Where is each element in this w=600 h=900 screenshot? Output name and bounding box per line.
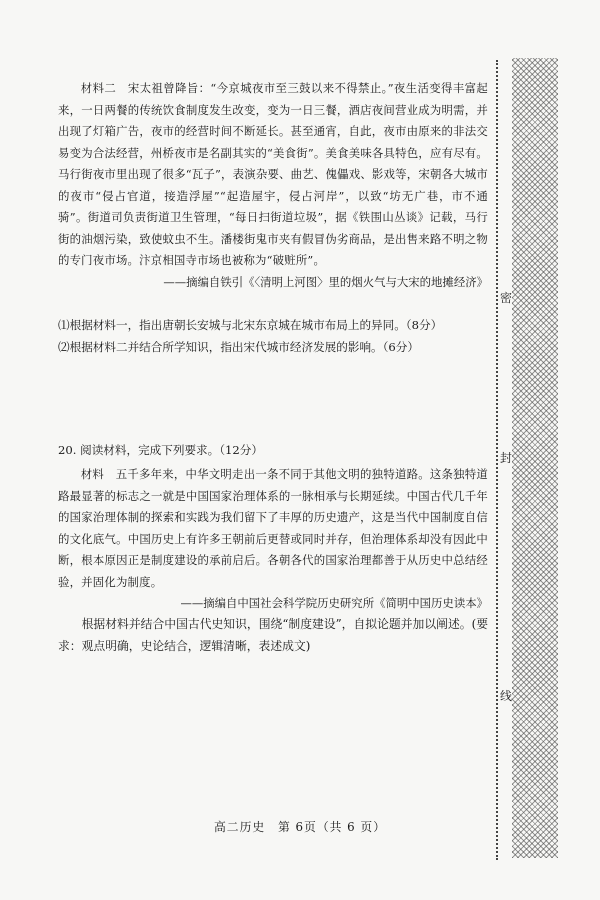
question-20-task: 根据材料并结合中国古代史知识，围绕“制度建设”，自拟论题并加以阐述。(要求：观点明确，史论结合，逻辑清晰，表述成文) [58, 617, 488, 653]
binding-mark-xian: 线 [500, 689, 513, 703]
binding-mark-feng: 封 [500, 451, 513, 465]
question-19-part-1: ⑴根据材料一，指出唐朝长安城与北宋东京城在城市布局上的异同。（8分） [58, 318, 443, 332]
question-20-heading: 20. 阅读材料，完成下列要求。（12分） [58, 443, 263, 457]
binding-strip [512, 58, 558, 858]
material-two-source: ——摘编自铁引《〈清明上河图〉里的烟火气与大宋的地摊经济》 [163, 274, 488, 289]
material-two-block [58, 78, 488, 292]
binding-dashed-line [496, 60, 498, 860]
page-footer: 高二历史 第 6页（共 6 页） [213, 820, 387, 834]
binding-mark-mi: 密 [500, 291, 513, 305]
question-19-part-2: ⑵根据材料二并结合所学知识，指出宋代城市经济发展的影响。（6分） [58, 340, 419, 354]
question-20-material: 材料 五千多年来，中华文明走出一条不同于其他文明的独特道路。这条独特道路最显著的标志之一就是中国国家治理体系的一脉相承与长期延续。中国古代几千年的国家治理体制的探索和实践为我们留下了丰厚的历史遗产，这是当代中国制度自信的文化底气。中国历史上有许多王朝前后更替或同时并存，但治理体系却没有因此中断，根本原因正是制度建设的承前启后。各朝各代的国家治理都善于从历史中总结经验，并固化为制度。 [58, 467, 488, 589]
material-two-text: 材料二 宋太祖曾降旨：“今京城夜市至三鼓以来不得禁止。”夜生活变得丰富起来，一日两餐的传统饮食制度发生改变，变为一日三餐，酒店夜间营业成为明需，并出现了灯箱广告，夜市的经营时间不断延长。甚至通宵，自此，夜市由原来的非法交易变为合法经营，州桥夜市是名副其实的“美食街”。美食美味各具特色，应有尽有。马行街夜市里出现了很多“瓦子”，表演杂要、曲艺、傀儡戏、影戏等，宋朝各大城市的夜市“侵占官道，接造浮屋”“起造屋宇，侵占河岸”，以致“坊无广巷，市不通骑”。街道司负责街道卫生管理，“每日扫街道垃圾”，据《铁围山丛谈》记载，马行街的油烟污染，致使蚊虫不生。潘楼街鬼市夹有假冒伪劣商品，是出售来路不明之物的专门夜市场。汴京相国寺市场也被称为“破赃所”。 [58, 81, 488, 267]
question-20-source: ——摘编自中国社会科学院历史研究所《简明中国历史读本》 [180, 596, 488, 610]
question-20-block [58, 440, 488, 657]
question-19-subquestions [58, 314, 488, 358]
